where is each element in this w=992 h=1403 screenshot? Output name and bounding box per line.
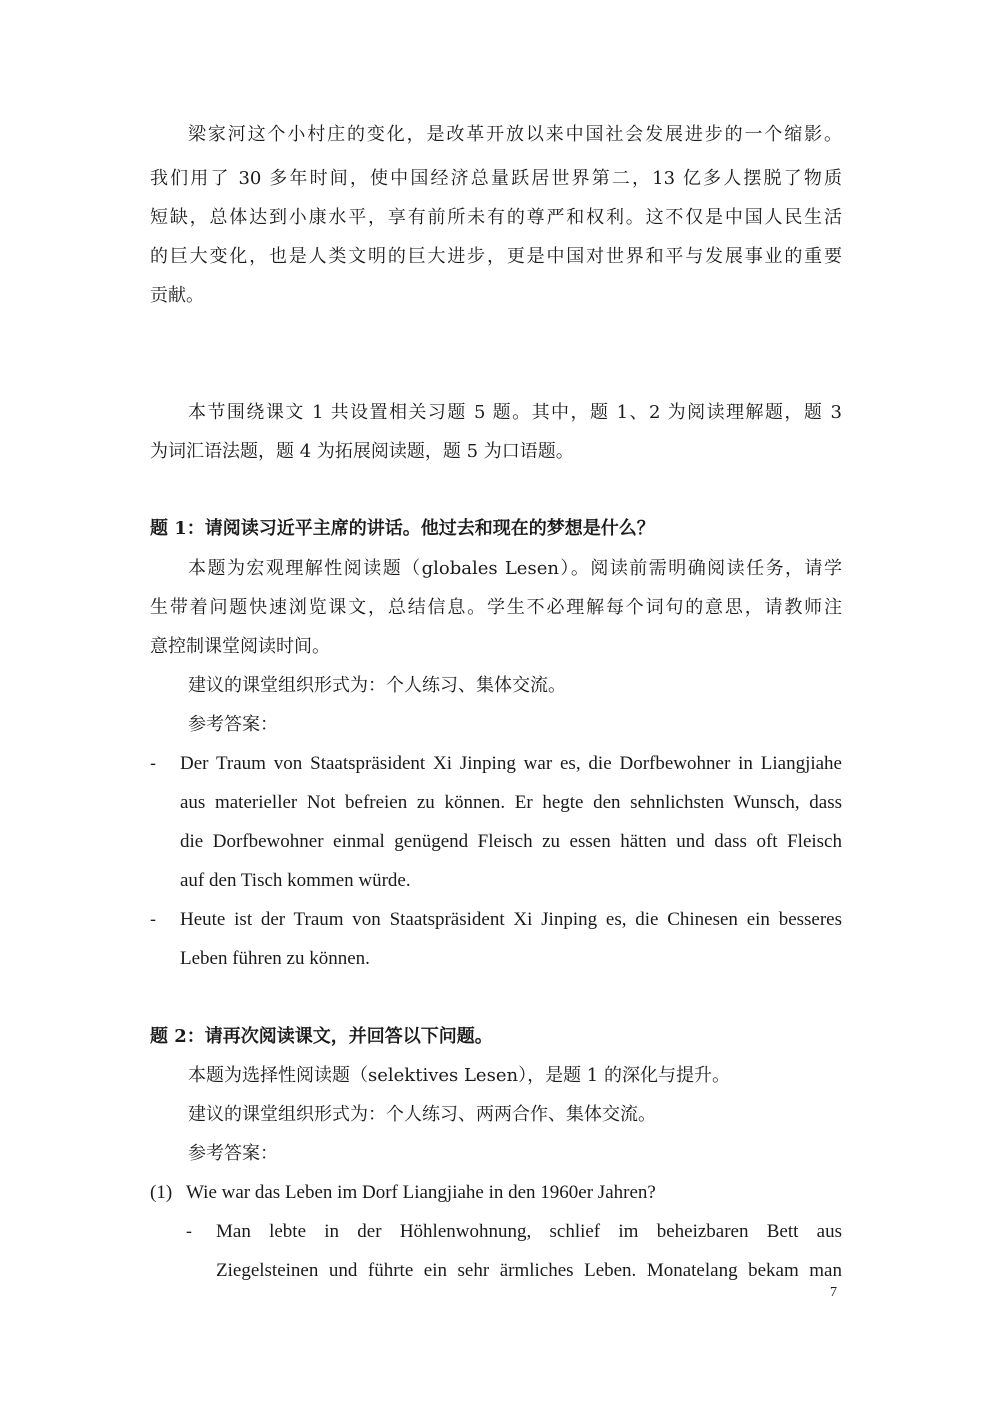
overview-line-2: 为词汇语法题，题 4 为拓展阅读题，题 5 为口语题。 — [150, 441, 574, 462]
q2-question: Wie war das Leben im Dorf Liangjiahe in den 1960er Jahren? — [186, 1182, 656, 1203]
q2-answer-line-2: Ziegelsteinen und führte ein sehr ärmliches Leben. Monatelang bekam man — [216, 1260, 842, 1281]
q1-answer-1-line-1: Der Traum von Staatspräsident Xi Jinping war es, die Dorfbewohner in Liangjiahe — [180, 753, 842, 774]
q1-format: 建议的课堂组织形式为：个人练习、集体交流。 — [188, 675, 566, 696]
q1-desc-line-2: 生带着问题快速浏览课文，总结信息。学生不必理解每个词句的意思，请教师注 — [150, 597, 842, 618]
q2-desc: 本题为选择性阅读题（selektives Lesen），是题 1 的深化与提升。 — [188, 1065, 730, 1086]
intro-line-2: 我们用了 30 多年时间，使中国经济总量跃居世界第二，13 亿多人摆脱了物质 — [150, 168, 842, 189]
q2-format: 建议的课堂组织形式为：个人练习、两两合作、集体交流。 — [188, 1104, 656, 1125]
q2-heading: 题 2：请再次阅读课文，并回答以下问题。 — [150, 1026, 493, 1047]
overview-line-1: 本节围绕课文 1 共设置相关习题 5 题。其中，题 1、2 为阅读理解题，题 3 — [188, 402, 842, 423]
q1-desc-line-1: 本题为宏观理解性阅读题（globales Lesen）。阅读前需明确阅读任务，请学 — [188, 558, 842, 579]
q2-answer-line-1: Man lebte in der Höhlenwohnung, schlief im beheizbaren Bett aus — [216, 1221, 842, 1242]
q1-answer-2-line-1: Heute ist der Traum von Staatspräsident Xi Jinping es, die Chinesen ein besseres — [180, 909, 842, 930]
intro-line-5: 贡献。 — [150, 285, 204, 306]
q2-answer-label: 参考答案： — [188, 1143, 278, 1164]
page-number: 7 — [830, 1285, 837, 1300]
q1-desc-line-3: 意控制课堂阅读时间。 — [150, 636, 330, 657]
intro-line-3: 短缺，总体达到小康水平，享有前所未有的尊严和权利。这不仅是中国人民生活 — [150, 207, 842, 228]
intro-line-4: 的巨大变化，也是人类文明的巨大进步，更是中国对世界和平与发展事业的重要 — [150, 246, 842, 267]
q1-heading: 题 1：请阅读习近平主席的讲话。他过去和现在的梦想是什么？ — [150, 518, 655, 539]
q2-answer-dash: - — [186, 1221, 193, 1242]
q1-answer-1-line-3: die Dorfbewohner einmal genügend Fleisch zu essen hätten und dass oft Fleisch — [180, 831, 842, 852]
q1-answer-1-line-2: aus materieller Not befreien zu können. Er hegte den sehnlichsten Wunsch, dass — [180, 792, 842, 813]
q1-answer-label: 参考答案： — [188, 714, 278, 735]
q2-question-number: (1) — [150, 1182, 173, 1203]
q1-answer-2-dash: - — [150, 909, 157, 930]
q1-answer-1-dash: - — [150, 753, 157, 774]
q1-answer-1-line-4: auf den Tisch kommen würde. — [180, 870, 411, 891]
intro-line-1: 梁家河这个小村庄的变化，是改革开放以来中国社会发展进步的一个缩影。 — [188, 124, 842, 145]
q1-answer-2-line-2: Leben führen zu können. — [180, 948, 370, 969]
